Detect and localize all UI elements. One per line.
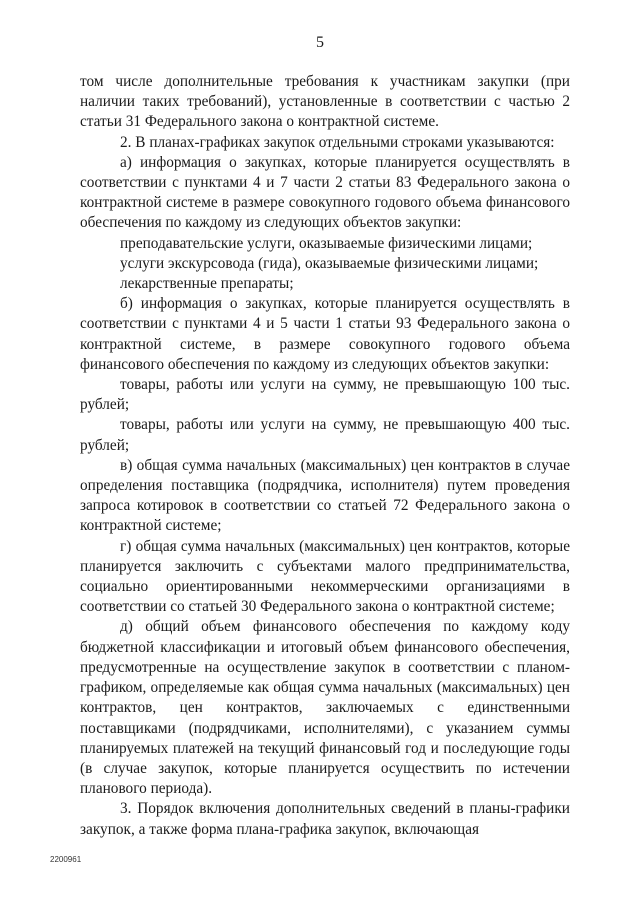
paragraph: в) общая сумма начальных (максимальных) цен контрактов в случае определения поставщика (подрядчика, исполнителя) путем проведения запроса котировок в соответствии со статьей 72 Федерального закона о контрактной системе; (80, 456, 570, 535)
paragraph: том числе дополнительные требования к участникам закупки (при наличии таких требований), установленные в соответствии с частью 2 статьи 31 Федерального закона о контрактной системе. (80, 73, 570, 131)
document-body (80, 72, 570, 840)
paragraph: г) общая сумма начальных (максимальных) цен контрактов, которые планируется заключить с субъектами малого предпринимательства, социально ориентированными некоммерческими организациями в соответствии со статьей 30 Федерального закона о контрактной системе; (80, 537, 570, 616)
paragraph: 2. В планах-графиках закупок отдельными строками указываются: (120, 133, 555, 151)
footer-document-code: 2200961 (50, 855, 82, 864)
paragraph: товары, работы или услуги на сумму, не превышающую 400 тыс. рублей; (80, 416, 570, 454)
paragraph: а) информация о закупках, которые планируется осуществлять в соответствии с пунктами 4 и 7 части 2 статьи 83 Федерального закона о контрактной системе в размере совокупного годового объема финансового обеспечения по каждому из следующих объектов закупки: (80, 153, 570, 232)
page-number: 5 (316, 34, 324, 51)
paragraph: д) общий объем финансового обеспечения по каждому коду бюджетной классификации и итоговый объем финансового обеспечения, предусмотренные на осуществление закупок в соответствии с планом-графиком, определяемые как общая сумма начальных (максимальных) цен контрактов, цен контрактов, заключаемых с единственными поставщиками (подрядчиками, исполнителями), с указанием суммы планируемых платежей на текущий финансовый год и последующие годы (в случае закупок, которые планируется осуществить по истечении планового периода). (80, 618, 570, 798)
paragraph: лекарственные препараты; (120, 275, 294, 293)
paragraph: 3. Порядок включения дополнительных сведений в планы-графики закупок, а также форма плана-графика закупок, включающая (80, 800, 570, 838)
paragraph: услуги экскурсовода (гида), оказываемые физическими лицами; (120, 254, 539, 272)
paragraph: преподавательские услуги, оказываемые физическими лицами; (120, 234, 533, 252)
paragraph: товары, работы или услуги на сумму, не превышающую 100 тыс. рублей; (80, 376, 570, 414)
paragraph: б) информация о закупках, которые планируется осуществлять в соответствии с пунктами 4 и 5 части 1 статьи 93 Федерального закона о контрактной системе, в размере совокупного годового объема финансового обеспечения по каждому из следующих объектов закупки: (80, 295, 570, 373)
